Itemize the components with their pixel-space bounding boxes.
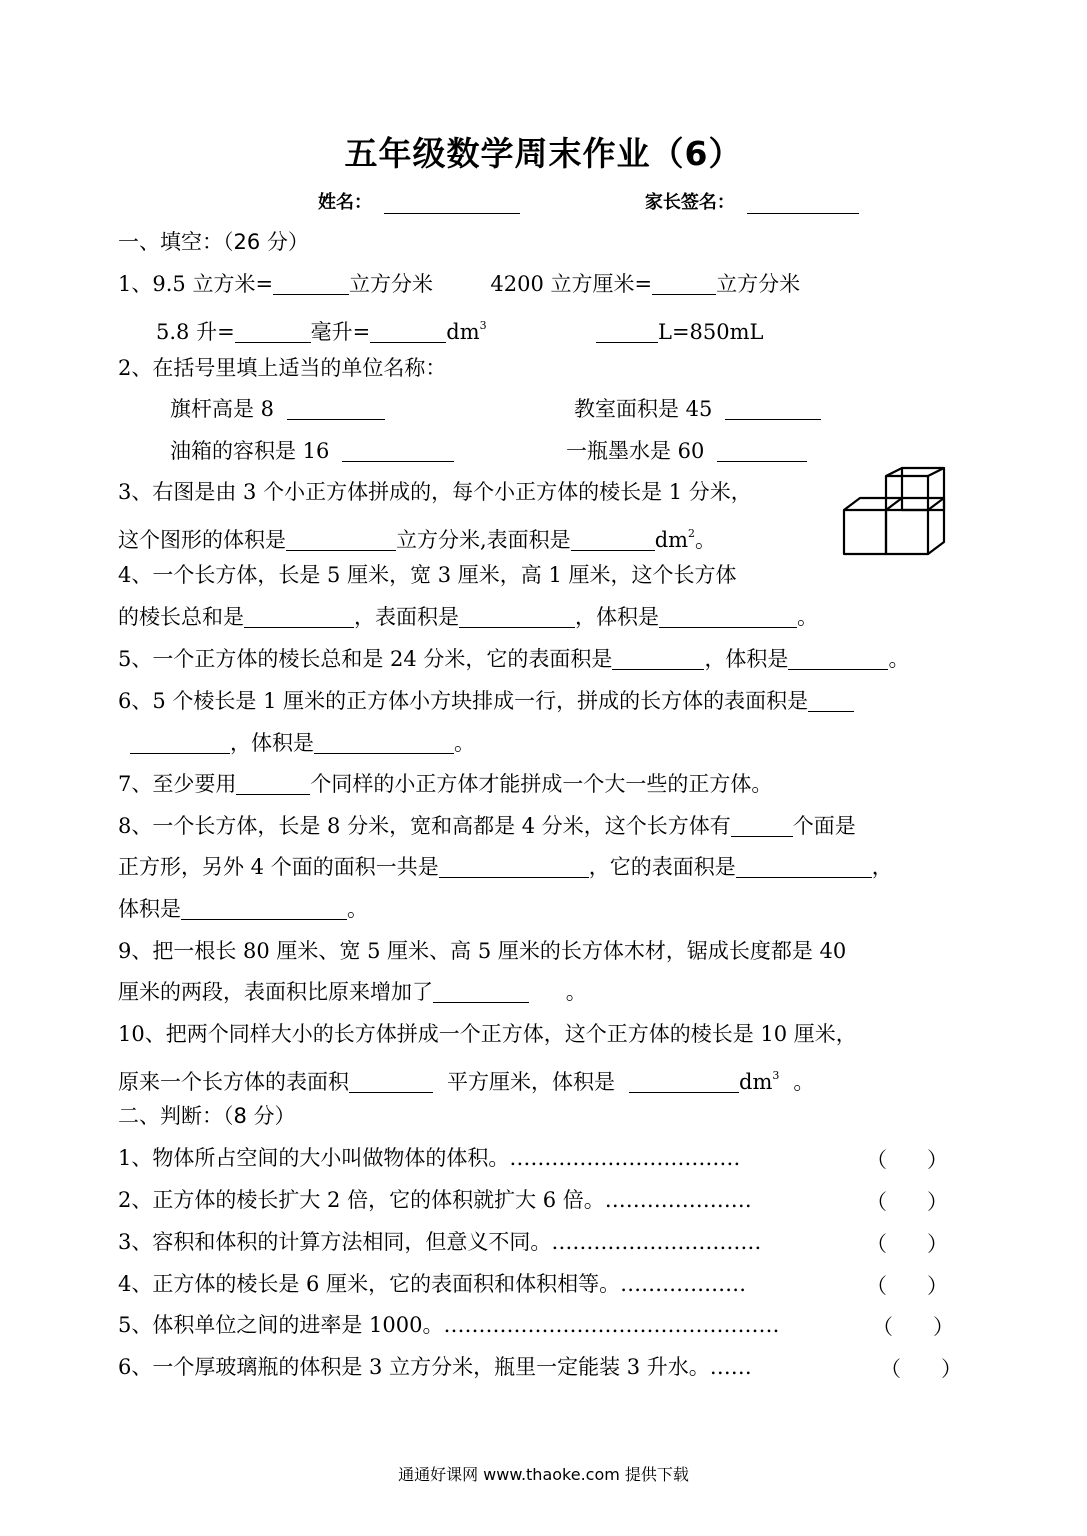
q1-b-blank[interactable] (652, 272, 716, 295)
q4-area-blank[interactable] (459, 605, 575, 628)
q8-line3 (118, 895, 368, 923)
q1-a-blank[interactable] (273, 272, 349, 295)
section1-heading: 一、填空：（26 分） (118, 230, 309, 254)
q5-c: 。 (888, 647, 910, 671)
q8-line3b: 。 (347, 897, 368, 921)
paren-close: ） (927, 1274, 948, 1298)
q10-line2d: 。 (793, 1070, 815, 1094)
q6-line1-text: 6、5 个棱长是 1 厘米的正方体小方块排成一行，拼成的长方体的表面积是 (118, 689, 809, 713)
q4-volume-blank[interactable] (659, 605, 797, 628)
q10-line1: 10、把两个同样大小的长方体拼成一个正方体，这个正方体的棱长是 10 厘米， (118, 1022, 857, 1046)
q2-item-3 (170, 437, 454, 465)
judge-paren-2[interactable] (866, 1186, 948, 1216)
q1-b-unit: 立方分米 (716, 272, 801, 296)
q8-surface-blank[interactable] (736, 855, 872, 878)
q8-line1b: 个面是 (792, 814, 856, 838)
paren-close: ） (933, 1315, 954, 1339)
q6-line2 (130, 729, 475, 757)
q8-line1a: 8、一个长方体，长是 8 分米，宽和高都是 4 分米，这个长方体有 (118, 814, 731, 838)
q8-line2c: ， (871, 855, 893, 879)
paren-open: （ (866, 1274, 887, 1298)
q8-line1 (118, 812, 856, 840)
q2-text: 2、在括号里填上适当的单位名称： (118, 356, 447, 380)
q7-b: 个同样的小正方体才能拼成一个大一些的正方体。 (310, 772, 773, 796)
three-cubes-figure (838, 456, 950, 560)
paren-close: ） (927, 1148, 948, 1172)
paren-close: ） (941, 1357, 962, 1381)
q10-line2a: 原来一个长方体的表面积 (118, 1070, 349, 1094)
q3-line1: 3、右图是由 3 个小正方体拼成的，每个小正方体的棱长是 1 分米， (118, 480, 752, 504)
q9-blank[interactable] (433, 980, 529, 1003)
q2-item-2-text: 教室面积是 45 (574, 397, 713, 421)
q6-volume-blank[interactable] (314, 731, 454, 754)
name-blank[interactable] (384, 191, 520, 214)
q6-line2a: ，体积是 (230, 731, 314, 755)
q2-item-1-text: 旗杆高是 8 (170, 397, 275, 421)
judge-item-3: 3、容积和体积的计算方法相同，但意义不同。………………………… (118, 1230, 762, 1254)
q1-num: 1、 (118, 272, 153, 296)
q9-line1: 9、把一根长 80 厘米、宽 5 厘米、高 5 厘米的长方体木材，锯成长度都是 40 (118, 939, 847, 963)
judge-paren-6[interactable] (880, 1353, 962, 1383)
paren-close: ） (927, 1190, 948, 1214)
q4-line2d: 。 (797, 605, 818, 629)
cube-front-right (886, 510, 928, 554)
judge-item-2: 2、正方体的棱长扩大 2 倍，它的体积就扩大 6 倍。………………… (118, 1188, 752, 1212)
name-row (318, 188, 859, 214)
q8-line2a: 正方形，另外 4 个面的面积一共是 (118, 855, 439, 879)
q4-edge-blank[interactable] (244, 605, 354, 628)
q1-c-unit1: 毫升= (310, 320, 371, 344)
superscript-3b: 3 (772, 1069, 780, 1082)
parent-sign-blank[interactable] (747, 191, 859, 214)
parent-sign-label: 家长签名： (644, 192, 735, 213)
q4-line2 (118, 603, 818, 631)
q10-area-blank[interactable] (349, 1070, 433, 1093)
q5-b: ，体积是 (704, 647, 789, 671)
q5-line (118, 645, 909, 673)
paren-open: （ (866, 1148, 887, 1172)
paren-open: （ (872, 1315, 893, 1339)
q3-area-blank[interactable] (571, 528, 655, 551)
q2-item-2-blank[interactable] (725, 397, 821, 420)
q6-area-blank-a[interactable] (808, 689, 854, 712)
page-title: 五年级数学周末作业（6） (344, 134, 743, 173)
q6-area-blank-b[interactable] (130, 731, 230, 754)
q4-line2a: 的棱长总和是 (118, 605, 244, 629)
superscript-3: 3 (479, 319, 487, 332)
q1-a: 9.5 立方米= (152, 272, 274, 296)
judge-item-4: 4、正方体的棱长是 6 厘米，它的表面积和体积相等。……………… (118, 1272, 747, 1296)
q2-item-4-blank[interactable] (717, 439, 807, 462)
name-label: 姓名： (318, 192, 372, 213)
q1-c-blank2[interactable] (370, 320, 446, 343)
superscript-2: 2 (688, 527, 696, 540)
q1-c-blank1[interactable] (235, 320, 311, 343)
paren-open: （ (866, 1190, 887, 1214)
q5-a: 5、一个正方体的棱长总和是 24 分米，它的表面积是 (118, 647, 613, 671)
q5-volume-blank[interactable] (788, 647, 888, 670)
q10-volume-blank[interactable] (629, 1070, 739, 1093)
judge-item-6: 6、一个厚玻璃瓶的体积是 3 立方分米，瓶里一定能装 3 升水。…… (118, 1355, 752, 1379)
q9-line2a: 厘米的两段，表面积比原来增加了 (118, 980, 433, 1004)
q1-a-unit: 立方分米 (349, 272, 434, 296)
q10-line2 (118, 1062, 814, 1096)
q8-line2b: ，它的表面积是 (588, 855, 736, 879)
paren-open: （ (866, 1232, 887, 1256)
q4-line2b: ，表面积是 (354, 605, 459, 629)
q7-blank[interactable] (236, 772, 310, 795)
judge-item-5: 5、体积单位之间的进率是 1000。………………………………………… (118, 1313, 780, 1337)
q2-item-3-text: 油箱的容积是 16 (170, 439, 330, 463)
q3-line2a: 这个图形的体积是 (118, 528, 286, 552)
q10-line2c: dm (739, 1070, 773, 1094)
q1-c: 5.8 升= (156, 320, 235, 344)
q8-faces-blank[interactable] (731, 814, 793, 837)
judge-paren-4[interactable] (866, 1270, 948, 1300)
q2-item-4 (566, 437, 807, 465)
q1-c-unit2: dm (446, 320, 480, 344)
q2-item-2 (574, 395, 821, 423)
judge-paren-3[interactable] (866, 1228, 948, 1258)
q6-line2b: 。 (454, 731, 475, 755)
q1-d-blank[interactable] (596, 320, 658, 343)
q9-line2b: 。 (565, 980, 587, 1004)
q7-line (118, 770, 772, 798)
paren-close: ） (927, 1232, 948, 1256)
q6-line1 (118, 687, 854, 715)
q1-b: 4200 立方厘米= (490, 272, 653, 296)
cube-front-left (844, 510, 886, 554)
judge-item-1: 1、物体所占空间的大小叫做物体的体积。…………………………… (118, 1146, 741, 1170)
q3-line2 (118, 520, 716, 554)
q2-item-1-blank[interactable] (287, 397, 385, 420)
q1-line2 (156, 312, 764, 346)
q3-line2c: dm (654, 528, 689, 552)
footer-source: 通通好课网 www.thaoke.com 提供下载 (398, 1465, 689, 1484)
q8-four-faces-blank[interactable] (439, 855, 589, 878)
paren-open: （ (880, 1357, 901, 1381)
q2-item-4-text: 一瓶墨水是 60 (566, 439, 705, 463)
q5-area-blank[interactable] (612, 647, 704, 670)
q7-a: 7、至少要用 (118, 772, 237, 796)
q8-volume-blank[interactable] (181, 897, 347, 920)
q3-volume-blank[interactable] (286, 528, 396, 551)
q3-line2d: 。 (695, 528, 717, 552)
q3-line2b: 立方分米,表面积是 (396, 528, 571, 552)
section2-heading: 二、判断：（8 分） (118, 1104, 296, 1128)
q4-line1: 4、一个长方体，长是 5 厘米，宽 3 厘米，高 1 厘米，这个长方体 (118, 563, 737, 587)
judge-paren-1[interactable] (866, 1144, 948, 1174)
q9-line2 (118, 978, 587, 1006)
q2-item-1 (170, 395, 385, 423)
q1-d-unit: L=850mL (658, 320, 764, 344)
q2-item-3-blank[interactable] (342, 439, 454, 462)
q4-line2c: ，体积是 (575, 605, 659, 629)
judge-paren-5[interactable] (872, 1311, 954, 1341)
q1-line1 (118, 270, 800, 298)
q8-line2 (118, 853, 893, 881)
q8-line3a: 体积是 (118, 897, 181, 921)
q10-line2b: 平方厘米，体积是 (447, 1070, 615, 1094)
